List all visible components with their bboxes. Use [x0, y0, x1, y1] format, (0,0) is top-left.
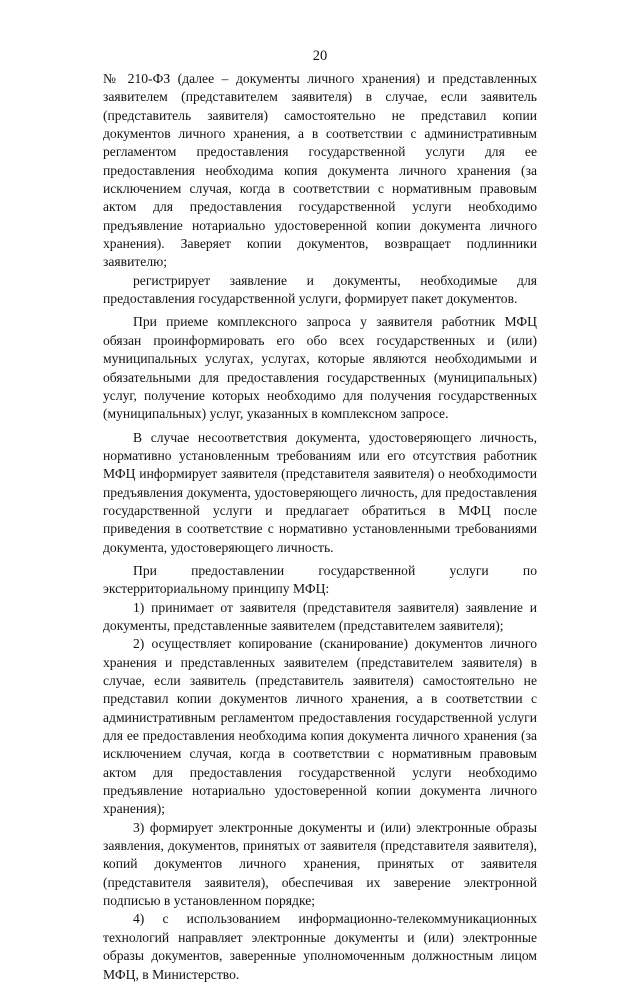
- paragraph-extraterritorial-intro: При предоставлении государственной услуги по экстерриториальному принципу МФЦ:: [103, 562, 537, 597]
- page-number: 20: [312, 48, 328, 64]
- paragraph-registration: регистрирует заявление и документы, необходимые для предоставления государственной услуги, формирует пакет документов.: [103, 272, 537, 307]
- list-item-4: 4) с использованием информационно-телекоммуникационных технологий направляет электронные документы и (или) электронные образы документов, заверенные уполномоченным должностным лицом МФЦ, в Министерство.: [103, 911, 537, 982]
- paragraph-continuation: № 210-ФЗ (далее – документы личного хранения) и представленных заявителем (представителем заявителя) в случае, если заявитель (представитель заявителя) самостоятельно не представил копии документов личного хранения, а в соответствии с административным регламентом предоставления государственной услуги для ее предоставления необходима копия документа личного хранения (за исключением случая, когда в соответствии с нормативным правовым актом для предоставления государственной услуги необходимо предъявление нотариально удостоверенной копии документа личного хранения). Заверяет копии документов, возвращает подлинники заявителю;: [103, 71, 537, 270]
- list-item-2: 2) осуществляет копирование (сканирование) документов личного хранения и представленных заявителем (представителем заявителя) в случае, если заявитель (представитель заявителя) самостоятельно не представил копии документов личного хранения, а в соответствии с административным регламентом предоставления государственной услуги для ее предоставления необходима копия документа личного хранения (за исключением случая, когда в соответствии с нормативным правовым актом для предоставления государственной услуги необходимо предъявление нотариально удостоверенной копии документа личного хранения);: [103, 636, 537, 817]
- paragraph-identity-document: В случае несоответствия документа, удостоверяющего личность, нормативно установленным требованиям или его отсутствия работник МФЦ информирует заявителя (представителя заявителя) о необходимости предъявления документа, удостоверяющего личность, для предоставления государственной услуги и предлагает обратиться в МФЦ после приведения в соответствие с нормативно установленными требованиями документа, удостоверяющего личность.: [103, 429, 537, 555]
- list-item-3: 3) формирует электронные документы и (или) электронные образы заявления, документов, принятых от заявителя (представителя заявителя), копий документов личного хранения, принятых от заявителя (представителя заявителя), обеспечивая их заверение электронной подписью в установленном порядке;: [103, 819, 537, 909]
- list-item-1: 1) принимает от заявителя (представителя заявителя) заявление и документы, представленные заявителем (представителем заявителя);: [103, 599, 537, 633]
- body-text: [103, 70, 537, 984]
- paragraph-complex-request: При приеме комплексного запроса у заявителя работник МФЦ обязан проинформировать его обо всех государственных и (или) муниципальных услугах, услугах, которые являются необходимыми и обязательными для предоставления государственных (муниципальных) услуг, получение которых необходимо для получения государственных (муниципальных) услуг, указанных в комплексном запросе.: [103, 314, 537, 422]
